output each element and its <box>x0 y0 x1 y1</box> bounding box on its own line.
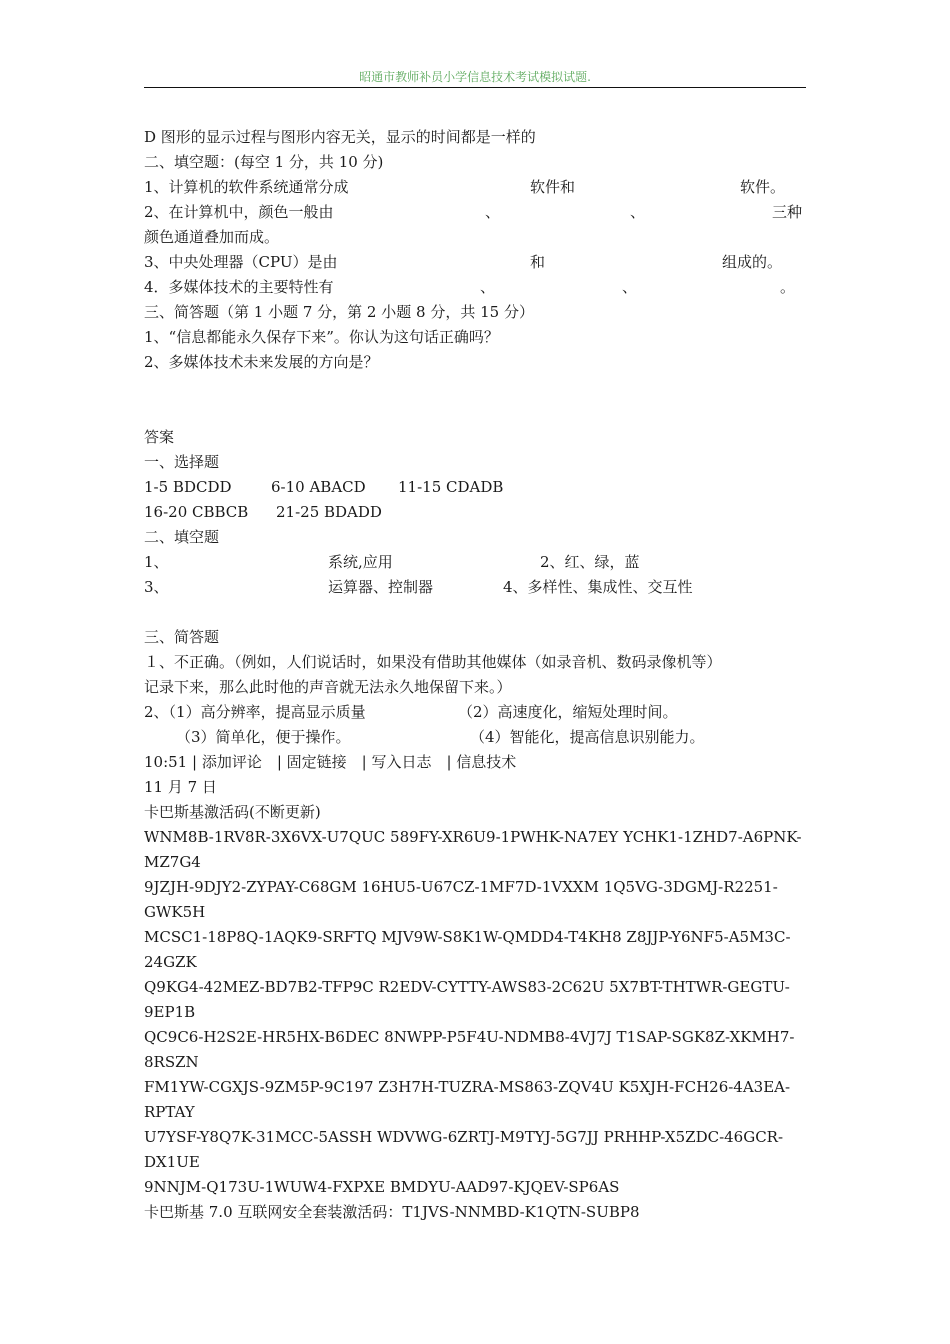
code-line: 9EP1B <box>144 1003 196 1021</box>
short-answer-2c: （3）简单化，便于操作。 <box>176 728 351 746</box>
answers-title: 答案 <box>144 428 175 446</box>
choice-11-15: 11-15 CDADB <box>398 478 504 496</box>
last-activation-code: 卡巴斯基 7.0 互联网安全套装激活码：T1JVS-NNMBD-K1QTN-SUBP8 <box>144 1203 640 1221</box>
code-line: 9JZJH-9DJY2-ZYPAY-C68GM 16HU5-U67CZ-1MF7D-1VXXM 1Q5VG-3DGMJ-R2251- <box>144 878 778 896</box>
document-body <box>144 125 806 1225</box>
fill-question-2 <box>144 200 806 225</box>
short-answer-2b: （2）高速度化，缩短处理时间。 <box>458 703 678 721</box>
page-header-title: 昭通市教师补员小学信息技术考试模拟试题. <box>359 70 591 84</box>
code-line: U7YSF-Y8Q7K-31MCC-5ASSH WDVWG-6ZRTJ-M9TYJ-5G7JJ PRHHP-X5ZDC-46GCR- <box>144 1128 784 1146</box>
q3-part-a: 3、中央处理器（CPU）是由 <box>144 253 338 271</box>
spacer <box>144 600 806 625</box>
q2-part-d: 三种 <box>772 203 803 221</box>
answers-short-title: 三、简答题 <box>144 628 220 646</box>
option-d: D 图形的显示过程与图形内容无关，显示的时间都是一样的 <box>144 128 536 146</box>
q1-part-c: 软件。 <box>740 178 786 196</box>
code-line: QC9C6-H2S2E-HR5HX-B6DEC 8NWPP-P5F4U-NDMB8-4VJ7J T1SAP-SGK8Z-XKMH7- <box>144 1028 795 1046</box>
header-rule <box>144 87 806 88</box>
blog-post-heading: 卡巴斯基激活码(不断更新) <box>144 803 321 821</box>
q4-part-b: 、 <box>480 278 496 296</box>
code-line: 9NNJM-Q173U-1WUW4-FXPXE BMDYU-AAD97-KJQEV-SP6AS <box>144 1178 620 1196</box>
short-answer-1-line-2: 记录下来，那么此时他的声音就无法永久地保留下来。） <box>144 678 512 696</box>
q4-part-c: 、 <box>622 278 638 296</box>
code-line: 24GZK <box>144 953 197 971</box>
short-answer-2d: （4）智能化，提高信息识别能力。 <box>470 728 705 746</box>
answers-choice-row-2 <box>144 500 806 525</box>
answers-fill-row-1 <box>144 550 806 575</box>
code-line: RPTAY <box>144 1103 195 1121</box>
code-line: DX1UE <box>144 1153 200 1171</box>
fill-answer-3-num: 3、 <box>144 578 169 596</box>
code-line: FM1YW-CGXJS-9ZM5P-9C197 Z3H7H-TUZRA-MS863-ZQV4U K5XJH-FCH26-4A3EA- <box>144 1078 791 1096</box>
fill-question-1 <box>144 175 806 200</box>
blog-post-meta-links[interactable]: 10:51 | 添加评论 | 固定链接 | 写入日志 | 信息技术 <box>144 753 517 771</box>
choice-21-25: 21-25 BDADD <box>276 503 382 521</box>
q1-part-b: 软件和 <box>530 178 576 196</box>
q4-part-a: 4．多媒体技术的主要特性有 <box>144 278 334 296</box>
fill-answer-4: 4、多样性、集成性、交互性 <box>503 578 693 596</box>
short-question-1: 1、“信息都能永久保存下来”。你认为这句话正确吗？ <box>144 328 499 346</box>
code-line: 8RSZN <box>144 1053 199 1071</box>
short-answer-1-line-1: １、不正确。（例如，人们说话时，如果没有借助其他媒体（如录音机、数码录像机等） <box>144 653 722 671</box>
fill-question-4 <box>144 275 806 300</box>
code-line: Q9KG4-42MEZ-BD7B2-TFP9C R2EDV-CYTTY-AWS83-2C62U 5X7BT-THTWR-GEGTU- <box>144 978 790 996</box>
code-line: GWK5H <box>144 903 206 921</box>
fill-section-title: 二、填空题：(每空 1 分，共 10 分) <box>144 153 384 171</box>
choice-16-20: 16-20 CBBCB <box>144 503 249 521</box>
short-answer-2-row-2 <box>144 725 806 750</box>
q2-part-c: 、 <box>630 203 646 221</box>
fill-answer-3: 运算器、控制器 <box>328 578 434 596</box>
code-line: WNM8B-1RV8R-3X6VX-U7QUC 589FY-XR6U9-1PWHK-NA7EY YCHK1-1ZHD7-A6PNK- <box>144 828 802 846</box>
q3-part-b: 和 <box>530 253 546 271</box>
q2-part-a: 2、在计算机中，颜色一般由 <box>144 203 334 221</box>
answers-choice-row-1 <box>144 475 806 500</box>
answers-fill-title: 二、填空题 <box>144 528 220 546</box>
short-question-2: 2、多媒体技术未来发展的方向是？ <box>144 353 379 371</box>
fill-answer-2: 2、红、绿，蓝 <box>540 553 640 571</box>
q3-part-c: 组成的。 <box>722 253 783 271</box>
q2-part-b: 、 <box>485 203 501 221</box>
q4-part-d: 。 <box>780 278 796 296</box>
answers-choice-title: 一、选择题 <box>144 453 220 471</box>
short-answer-2a: 2、（1）高分辨率，提高显示质量 <box>144 703 366 721</box>
short-section-title: 三、简答题（第 1 小题 7 分，第 2 小题 8 分，共 15 分） <box>144 303 534 321</box>
q1-part-a: 1、计算机的软件系统通常分成 <box>144 178 349 196</box>
blog-post-date: 11 月 7 日 <box>144 778 217 796</box>
code-line: MCSC1-18P8Q-1AQK9-SRFTQ MJV9W-S8K1W-QMDD4-T4KH8 Z8JJP-Y6NF5-A5M3C- <box>144 928 791 946</box>
fill-answer-1: 系统,应用 <box>328 553 393 571</box>
spacer <box>144 375 806 425</box>
short-answer-2-row-1 <box>144 700 806 725</box>
choice-1-5: 1-5 BDCDD <box>144 478 232 496</box>
choice-6-10: 6-10 ABACD <box>271 478 366 496</box>
fill-answer-1-num: 1、 <box>144 553 169 571</box>
fill-question-2-cont: 颜色通道叠加而成。 <box>144 228 280 246</box>
fill-question-3 <box>144 250 806 275</box>
answers-fill-row-2 <box>144 575 806 600</box>
code-line: MZ7G4 <box>144 853 201 871</box>
